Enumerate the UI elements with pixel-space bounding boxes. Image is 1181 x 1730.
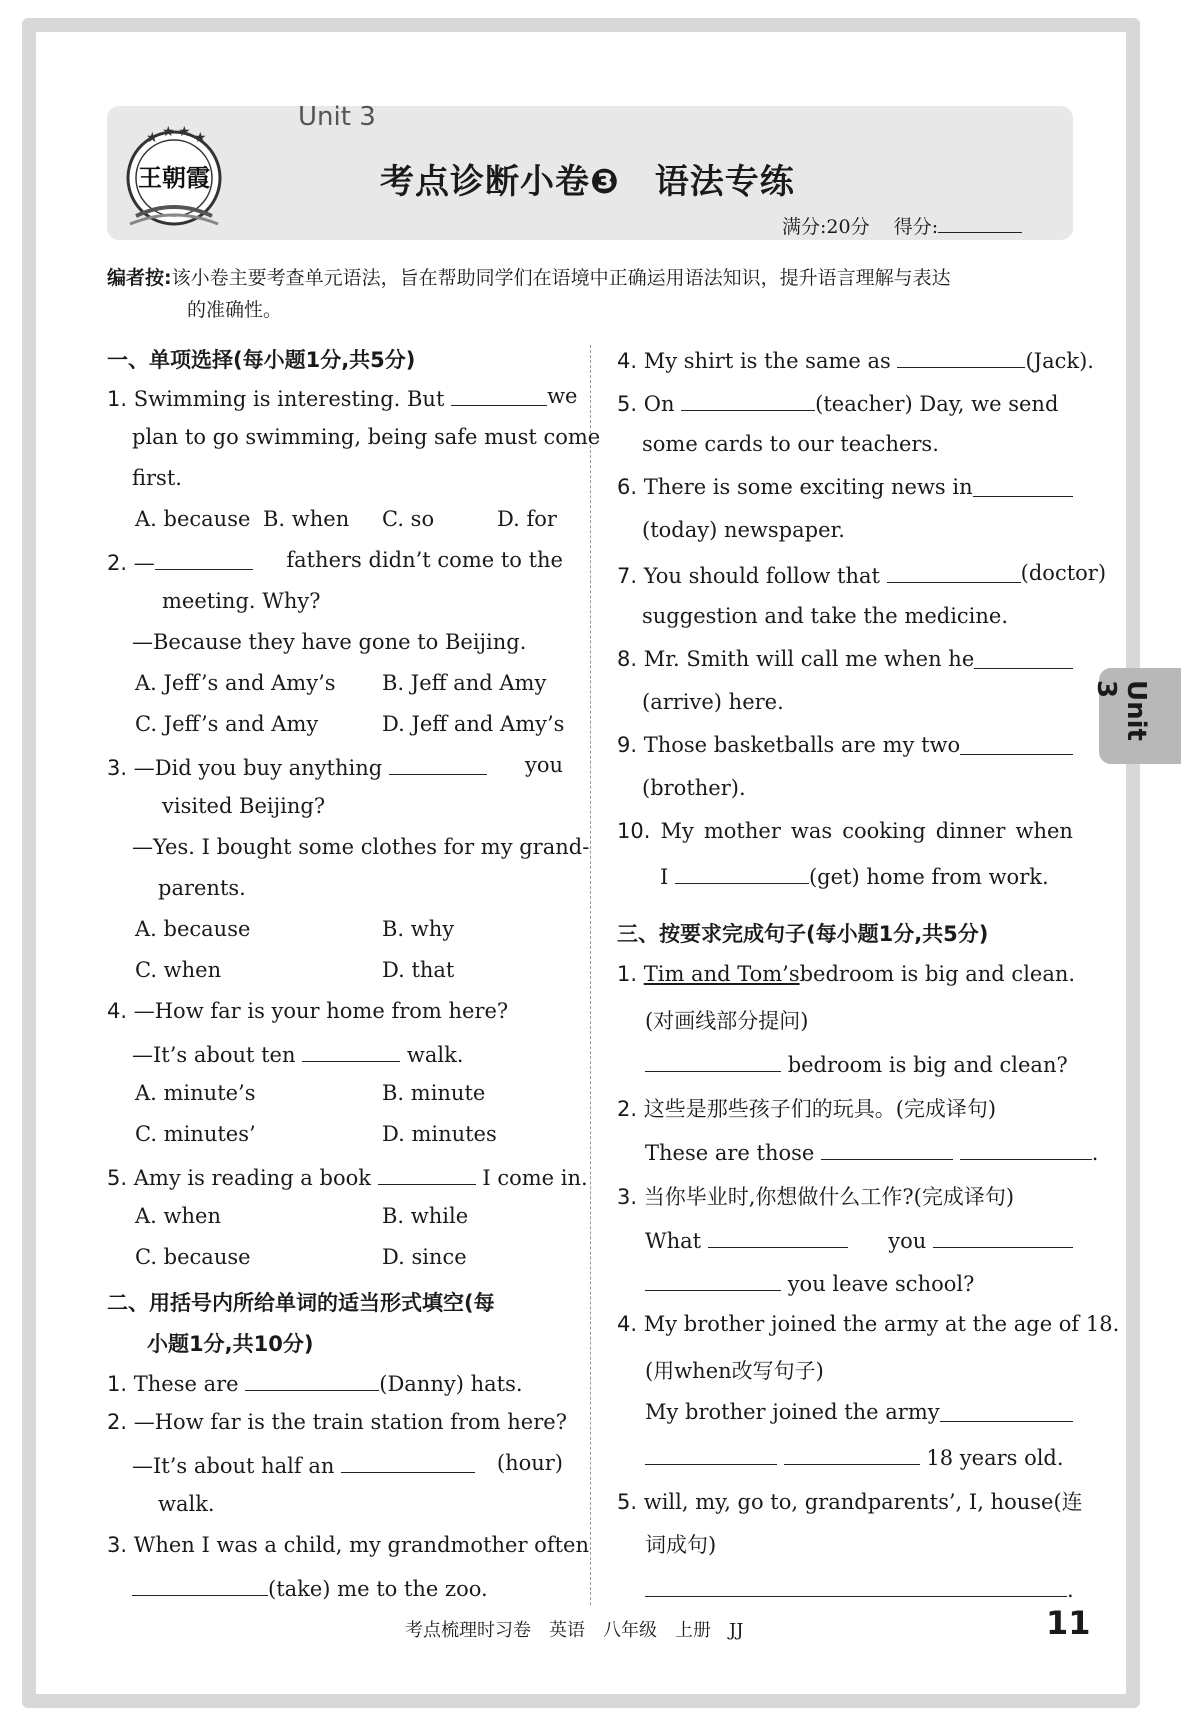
s1-q3-blank[interactable]	[389, 753, 487, 775]
s3-q4-line1: 4. My brother joined the army at the age of 18.	[617, 1312, 1120, 1336]
s3-q4-hint: (用when改写句子)	[645, 1359, 824, 1383]
s2-q2-line1: 2. —How far is the train station from here?	[107, 1410, 567, 1434]
s2-q6-line2: (today) newspaper.	[642, 518, 845, 542]
s3-q3-line1: 3. 当你毕业时,你想做什么工作?(完成译句)	[617, 1185, 1015, 1209]
s1-q2-line3: —Because they have gone to Beijing.	[132, 630, 527, 654]
s1-q5-opt-d[interactable]: D. since	[382, 1245, 467, 1269]
s1-q4-opt-b[interactable]: B. minute	[382, 1081, 486, 1105]
editor-note-text: 该小卷主要考查单元语法，旨在帮助同学们在语境中正确运用语法知识，提升语言理解与表达	[171, 267, 951, 289]
s1-q5-blank[interactable]	[378, 1163, 476, 1185]
section3-title: 三、按要求完成句子(每小题1分,共5分)	[617, 922, 989, 946]
score-line	[782, 212, 1022, 239]
s1-q4-opt-a[interactable]: A. minute’s	[135, 1081, 256, 1105]
s3-q1-hint: (对画线部分提问)	[645, 1009, 809, 1033]
s3-q2-line1: 2. 这些是那些孩子们的玩具。(完成译句)	[617, 1097, 997, 1121]
publisher-logo	[118, 118, 230, 230]
s2-q3-blank[interactable]	[132, 1574, 268, 1596]
s3-q4-line3: My brother joined the army	[645, 1400, 1073, 1424]
s3-q3-blank-2[interactable]	[933, 1226, 1073, 1248]
s2-q4-blank[interactable]	[897, 346, 1025, 368]
s2-q5-line2: some cards to our teachers.	[642, 432, 939, 456]
s3-q4-blank-2[interactable]	[645, 1443, 777, 1465]
s2-q4: 4. My shirt is the same as (Jack).	[617, 346, 1094, 373]
s1-q3-opt-a[interactable]: A. because	[135, 917, 251, 941]
underlined-phrase: Tim and Tom’s	[643, 962, 800, 986]
s1-q4-line2: —It’s about ten walk.	[132, 1040, 464, 1067]
s2-q3-line2: (take) me to the zoo.	[132, 1574, 488, 1601]
s2-q6-line1: 6. There is some exciting news in	[617, 475, 1073, 499]
s1-q1-blank[interactable]	[451, 384, 547, 406]
s3-q5-line2: 词成句)	[645, 1533, 717, 1557]
s1-q5-opt-b[interactable]: B. while	[382, 1204, 469, 1228]
s1-q3-opt-b[interactable]: B. why	[382, 917, 455, 941]
s1-q2-opt-a[interactable]: A. Jeff’s and Amy’s	[135, 671, 336, 695]
s1-q3-line4: parents.	[158, 876, 246, 900]
full-score: 满分:20分	[782, 216, 870, 238]
s1-q1-opt-c[interactable]: C. so	[382, 507, 435, 531]
side-unit-tab	[1091, 668, 1181, 764]
s1-q4-opt-d[interactable]: D. minutes	[382, 1122, 497, 1146]
s1-q1-opt-b[interactable]: B. when	[263, 507, 350, 531]
s1-q1-opt-a[interactable]: A. because	[135, 507, 251, 531]
s3-q4-blank-3[interactable]	[784, 1443, 920, 1465]
s1-q1-line3: first.	[132, 466, 182, 490]
s3-q4-line4: 18 years old.	[645, 1443, 1064, 1470]
s1-q4-blank[interactable]	[302, 1040, 400, 1062]
s1-q2-line2: meeting. Why?	[162, 589, 321, 613]
s3-q3-blank-3[interactable]	[645, 1269, 781, 1291]
s3-q3-line3: you leave school?	[645, 1269, 974, 1296]
s1-q5-opt-a[interactable]: A. when	[135, 1204, 221, 1228]
page-title: 考点诊断小卷❸ 语法专练	[380, 162, 795, 202]
s1-q3-line1: 3. —Did you buy anything you	[107, 753, 563, 780]
s3-q4-blank-1[interactable]	[940, 1400, 1073, 1422]
s2-q2-line2: —It’s about half an (hour)	[132, 1451, 563, 1478]
s2-q10-line1: 10. My mother was cooking dinner when	[617, 819, 1073, 843]
s2-q10-line2: I (get) home from work.	[660, 862, 1049, 889]
s2-q8-line1: 8. Mr. Smith will call me when he	[617, 647, 1073, 671]
s3-q3-line2: What you	[645, 1226, 1073, 1253]
svg-text:★: ★	[146, 130, 159, 146]
section2-title-2: 小题1分,共10分)	[147, 1332, 314, 1356]
editor-note	[107, 262, 1077, 326]
s3-q5-line3: .	[645, 1575, 1074, 1602]
s2-q8-line2: (arrive) here.	[642, 690, 784, 714]
s2-q9-line2: (brother).	[642, 776, 746, 800]
s3-q1-blank[interactable]	[645, 1050, 781, 1072]
s3-q1-line1: 1. Tim and Tom’s bedroom is big and clean.	[617, 962, 1076, 986]
s3-q1-line3: bedroom is big and clean?	[645, 1050, 1068, 1077]
s1-q4-line1: 4. —How far is your home from here?	[107, 999, 509, 1023]
s1-q4-opt-c[interactable]: C. minutes’	[135, 1122, 256, 1146]
s1-q5-line1: 5. Amy is reading a book I come in.	[107, 1163, 588, 1190]
s2-q3-line1: 3. When I was a child, my grandmother often	[107, 1533, 589, 1557]
s2-q9-blank[interactable]	[960, 733, 1073, 755]
column-divider	[590, 345, 591, 1605]
s3-q5-line1: 5. will, my, go to, grandparents’, I, house(连	[617, 1490, 1083, 1514]
s2-q7-line1: 7. You should follow that (doctor)	[617, 561, 1107, 588]
s2-q2-blank[interactable]	[341, 1451, 475, 1473]
s2-q10-blank[interactable]	[675, 862, 809, 884]
score-blank[interactable]	[938, 213, 1022, 233]
s1-q1-line2: plan to go swimming, being safe must come	[132, 425, 601, 449]
s1-q3-opt-d[interactable]: D. that	[382, 958, 455, 982]
svg-text:★: ★	[162, 124, 175, 140]
s2-q2-line3: walk.	[158, 1492, 215, 1516]
s2-q5-line1: 5. On (teacher) Day, we send	[617, 389, 1058, 416]
editor-note-text-2: 的准确性。	[187, 299, 283, 321]
s2-q8-blank[interactable]	[974, 647, 1073, 669]
s1-q3-line3: —Yes. I bought some clothes for my grand-	[132, 835, 590, 859]
s2-q5-blank[interactable]	[681, 389, 815, 411]
s3-q5-blank[interactable]	[645, 1575, 1067, 1597]
s1-q5-opt-c[interactable]: C. because	[135, 1245, 251, 1269]
s2-q1-blank[interactable]	[245, 1369, 379, 1391]
s3-q2-blank-1[interactable]	[821, 1138, 953, 1160]
svg-text:★: ★	[178, 124, 191, 140]
s2-q1: 1. These are (Danny) hats.	[107, 1369, 523, 1396]
svg-text:王朝霞: 王朝霞	[138, 163, 210, 192]
s1-q2-line1: 2. — fathers didn’t come to the	[107, 548, 563, 575]
s2-q6-blank[interactable]	[973, 475, 1073, 497]
score-label: 得分:	[893, 216, 939, 238]
svg-text:★: ★	[194, 130, 207, 146]
s3-q2-line2: These are those .	[645, 1138, 1098, 1165]
section1-title: 一、单项选择(每小题1分,共5分)	[107, 348, 416, 372]
s1-q3-line2: visited Beijing?	[162, 794, 326, 818]
s1-q3-opt-c[interactable]: C. when	[135, 958, 222, 982]
s2-q7-blank[interactable]	[887, 561, 1021, 583]
s3-q2-blank-2[interactable]	[960, 1138, 1092, 1160]
section2-title-1: 二、用括号内所给单词的适当形式填空(每	[107, 1291, 495, 1315]
unit-label: Unit 3	[298, 102, 376, 132]
s2-q9-line1: 9. Those basketballs are my two	[617, 733, 1073, 757]
page-number: 11	[1046, 1604, 1091, 1642]
s1-q2-blank[interactable]	[155, 548, 253, 570]
s1-q2-opt-b[interactable]: B. Jeff and Amy	[382, 671, 547, 695]
editor-note-label: 编者按:	[107, 267, 172, 289]
footer-text: 考点梳理时习卷 英语 八年级 上册 JJ	[405, 1620, 744, 1641]
side-unit-tab-label: Unit 3	[1091, 680, 1151, 741]
s2-q7-line2: suggestion and take the medicine.	[642, 604, 1009, 628]
s1-q1-opt-d[interactable]: D. for	[497, 507, 557, 531]
s3-q3-blank-1[interactable]	[708, 1226, 848, 1248]
s1-q1-line1: 1. Swimming is interesting. But we	[107, 384, 578, 411]
s1-q2-opt-d[interactable]: D. Jeff and Amy’s	[382, 712, 565, 736]
s1-q2-opt-c[interactable]: C. Jeff’s and Amy	[135, 712, 319, 736]
